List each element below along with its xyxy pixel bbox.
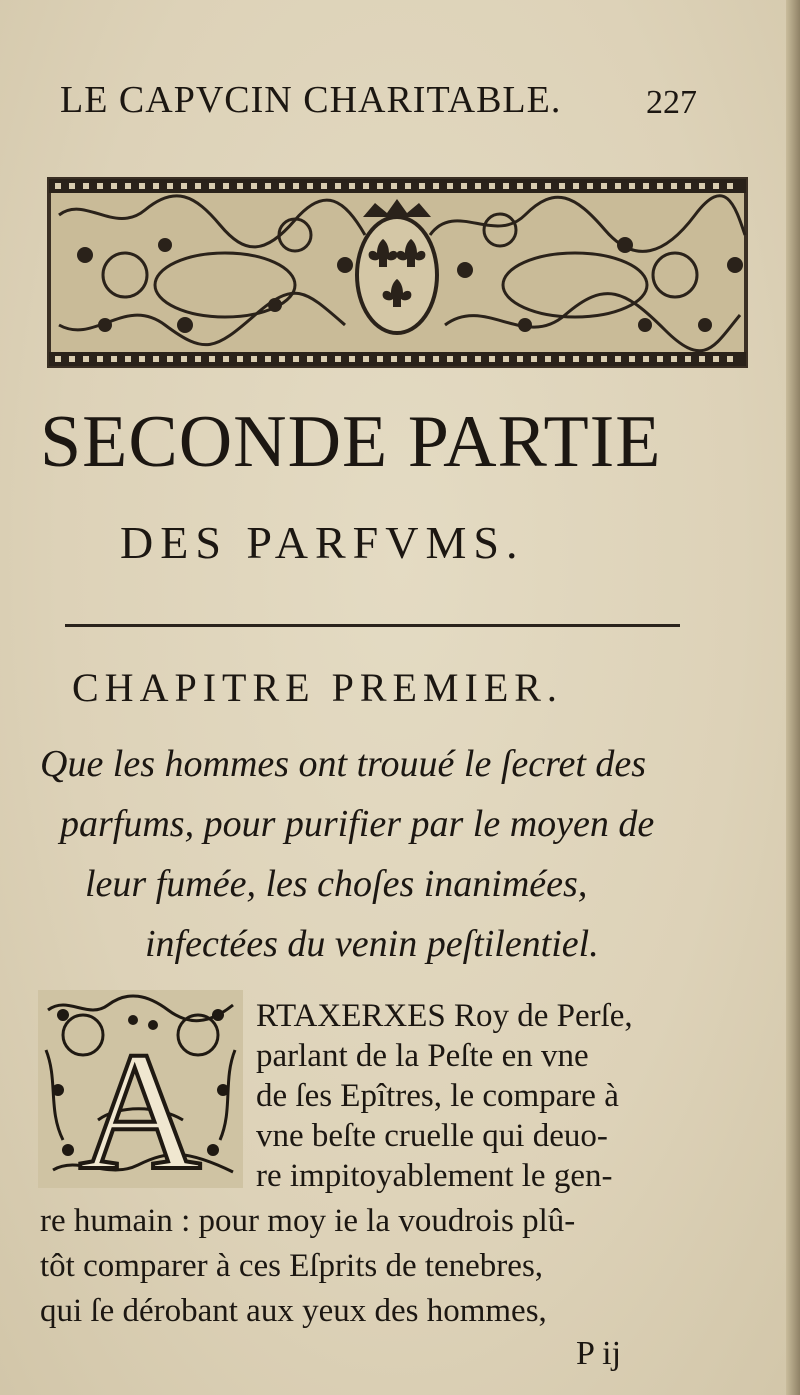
running-head: [60, 78, 720, 128]
summary-line: leur fumée, les choſes inanimées,: [85, 863, 588, 905]
body-line: de ſes Epîtres, le compare à: [256, 1078, 619, 1114]
page-edge-shadow: [786, 0, 800, 1395]
signature-mark: P ij: [576, 1335, 622, 1372]
chapter-heading: CHAPITRE PREMIER.: [72, 665, 563, 710]
historiated-initial-icon: [38, 990, 243, 1188]
running-title: LE CAPVCIN CHARITABLE.: [60, 79, 562, 121]
headpiece-ornament: [45, 175, 750, 370]
body-line: RTAXERXES Roy de Perſe,: [256, 998, 633, 1034]
summary-line: parfums, pour purifier par le moyen de: [60, 803, 655, 845]
body-line: parlant de la Peſte en vne: [256, 1038, 589, 1074]
body-line: re humain : pour moy ie la voudrois plû-: [40, 1203, 576, 1239]
horizontal-rule: [65, 624, 680, 627]
body-line: vne beſte cruelle qui deuo-: [256, 1118, 608, 1154]
dropcap-letter: A: [78, 1017, 202, 1188]
section-title: SECONDE PARTIE: [40, 401, 662, 483]
body-line: re impitoyablement le gen-: [256, 1158, 613, 1194]
page-number: 227: [646, 84, 697, 121]
section-subtitle: DES PARFVMS.: [120, 517, 525, 568]
body-line: qui ſe dérobant aux yeux des hommes,: [40, 1293, 547, 1329]
summary-line: infectées du venin peſtilentiel.: [145, 923, 599, 965]
body-line: tôt comparer à ces Eſprits de tenebres,: [40, 1248, 544, 1284]
summary-line: Que les hommes ont trouué le ſecret des: [40, 743, 647, 785]
